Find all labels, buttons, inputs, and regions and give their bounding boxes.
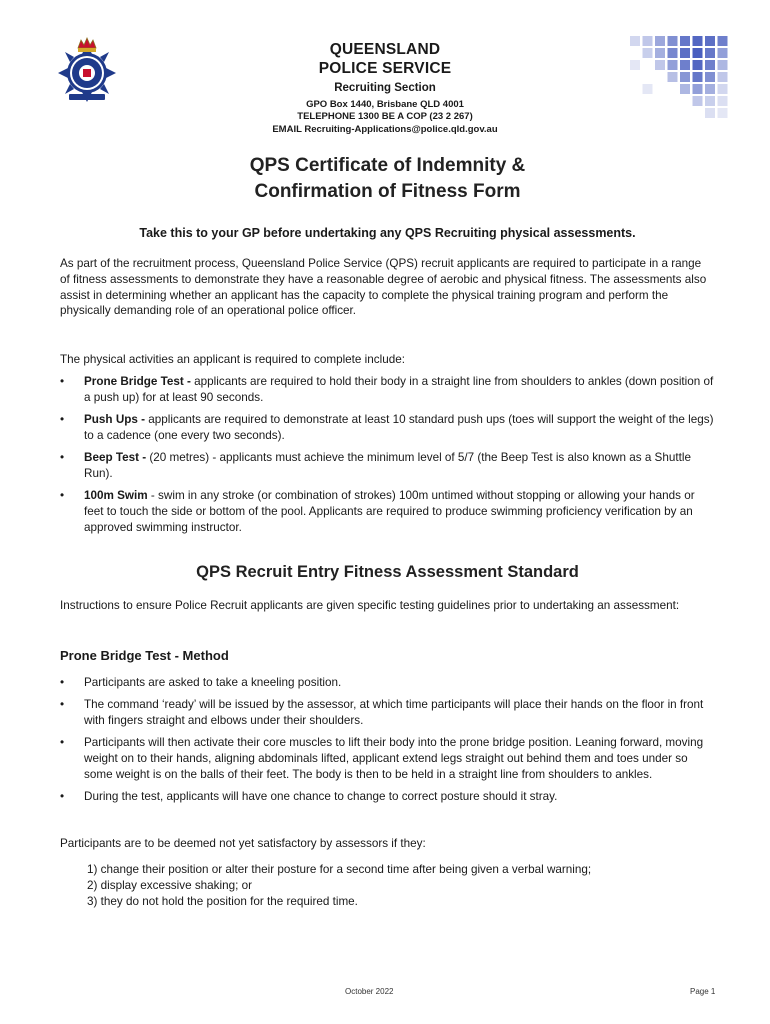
activities-list [60, 374, 715, 542]
mosaic-square [718, 60, 728, 70]
org-name-line1: QUEENSLAND [329, 41, 441, 58]
org-name-line2: POLICE SERVICE [318, 60, 452, 77]
page-number: Page 1 [690, 987, 716, 996]
gp-instruction: Take this to your GP before undertaking any QPS Recruiting physical assessments. [139, 226, 636, 240]
mosaic-square [680, 48, 690, 58]
mosaic-square [630, 36, 640, 46]
mosaic-square [693, 60, 703, 70]
form-title-line2: Confirmation of Fitness Form [254, 181, 521, 202]
mosaic-square [705, 72, 715, 82]
mosaic-square [693, 72, 703, 82]
prone-bridge-steps [60, 675, 715, 812]
footer-date: October 2022 [345, 987, 394, 996]
bullet-icon: • [60, 413, 65, 427]
mosaic-square [668, 36, 678, 46]
prone-bridge-heading: Prone Bridge Test - Method [60, 648, 229, 663]
mosaic-square [655, 36, 665, 46]
mosaic-square [693, 84, 703, 94]
list-item: • Prone Bridge Test - applicants are required to hold their body in a straight line from shoulders to ankles (down position of a push up) for at least 90 seconds. [60, 375, 714, 404]
list-item: • Beep Test - (20 metres) - applicants must achieve the minimum level of 5/7 (the Beep Test is also known as a Shuttle Run). [60, 451, 691, 480]
list-item: 3) they do not hold the position for the required time. [87, 895, 358, 908]
mosaic-square [668, 60, 678, 70]
standard-heading: QPS Recruit Entry Fitness Assessment Standard [196, 563, 579, 581]
mosaic-square [643, 84, 653, 94]
mosaic-square [718, 72, 728, 82]
bullet-icon: • [60, 790, 65, 804]
list-item: • Participants will then activate their core muscles to lift their body into the prone bridge position. Leaning forward, moving weight on to their hands, aligning abdominals lifted, applicant extend legs straight out behind them and toes under so some weight is on the balls of their feet. The body is then to be held in a straight line from shoulders to ankles. [60, 736, 704, 781]
mosaic-square [718, 48, 728, 58]
mosaic-square [693, 36, 703, 46]
qps-mosaic-logo [630, 36, 730, 122]
mosaic-square [668, 48, 678, 58]
mosaic-square [705, 96, 715, 106]
mosaic-square [655, 60, 665, 70]
section-name: Recruiting Section [334, 82, 436, 94]
email-address[interactable]: EMAIL Recruiting-Applications@police.qld.gov.au [272, 124, 498, 135]
mosaic-square [680, 72, 690, 82]
list-item: 1) change their position or alter their posture for a second time after being given a verbal warning; [87, 863, 592, 876]
mosaic-square [693, 48, 703, 58]
instructions-paragraph: Instructions to ensure Police Recruit applicants are given specific testing guidelines prior to undertaking an assessment: [60, 599, 680, 612]
bullet-icon: • [60, 489, 65, 503]
list-item: • Push Ups - applicants are required to demonstrate at least 10 standard push ups (toes will support the weight of the legs) to a cadence (one every two seconds). [60, 413, 714, 442]
mosaic-square [668, 72, 678, 82]
intro-paragraph: As part of the recruitment process, Queensland Police Service (QPS) recruit applicants are required to participate in a range of fitness assessments to demonstrate they have a reasonable degree of aerobic and physical fitness. The assessments also assist in determining whether an applicant has the capacity to complete the physical training program and perform the physically demanding role of an operational police officer. [60, 257, 707, 318]
bullet-icon: • [60, 698, 65, 712]
mosaic-square [693, 96, 703, 106]
mosaic-square [655, 48, 665, 58]
mosaic-square [643, 36, 653, 46]
mosaic-square [643, 48, 653, 58]
mosaic-square [718, 84, 728, 94]
list-item: • Participants are asked to take a kneeling position. [60, 676, 342, 689]
list-item: • 100m Swim - swim in any stroke (or combination of strokes) 100m untimed without stopping or allowing your hands or feet to touch the side or bottom of the pool. Applicants are required to produce swimming proficiency verification by an approved swimming instructor. [60, 489, 695, 534]
bullet-icon: • [60, 451, 65, 465]
mosaic-square [705, 60, 715, 70]
mosaic-square [705, 84, 715, 94]
deemed-lead: Participants are to be deemed not yet satisfactory by assessors if they: [60, 837, 426, 850]
mosaic-square [680, 84, 690, 94]
mosaic-square [680, 60, 690, 70]
list-item: • During the test, applicants will have one chance to change to correct posture should it stray. [60, 790, 558, 804]
mosaic-square [705, 48, 715, 58]
bullet-icon: • [60, 676, 65, 689]
mosaic-square [718, 96, 728, 106]
mosaic-square [718, 108, 728, 118]
postal-address: GPO Box 1440, Brisbane QLD 4001 [306, 99, 464, 110]
bullet-icon: • [60, 375, 65, 388]
mosaic-square [705, 36, 715, 46]
telephone: TELEPHONE 1300 BE A COP (23 2 267) [297, 111, 473, 122]
mosaic-square [630, 60, 640, 70]
list-item: 2) display excessive shaking; or [87, 879, 253, 892]
qps-crest-logo [52, 36, 122, 106]
mosaic-square [718, 36, 728, 46]
mosaic-square [705, 108, 715, 118]
deemed-criteria-list [87, 862, 727, 910]
form-title-line1: QPS Certificate of Indemnity & [249, 155, 526, 176]
list-item: • The command ‘ready’ will be issued by the assessor, at which time participants will place their hands on the floor in front with fingers straight and elbows under their shoulders. [60, 698, 704, 728]
mosaic-square [680, 36, 690, 46]
bullet-icon: • [60, 736, 65, 750]
activities-lead: The physical activities an applicant is required to complete include: [60, 353, 405, 366]
